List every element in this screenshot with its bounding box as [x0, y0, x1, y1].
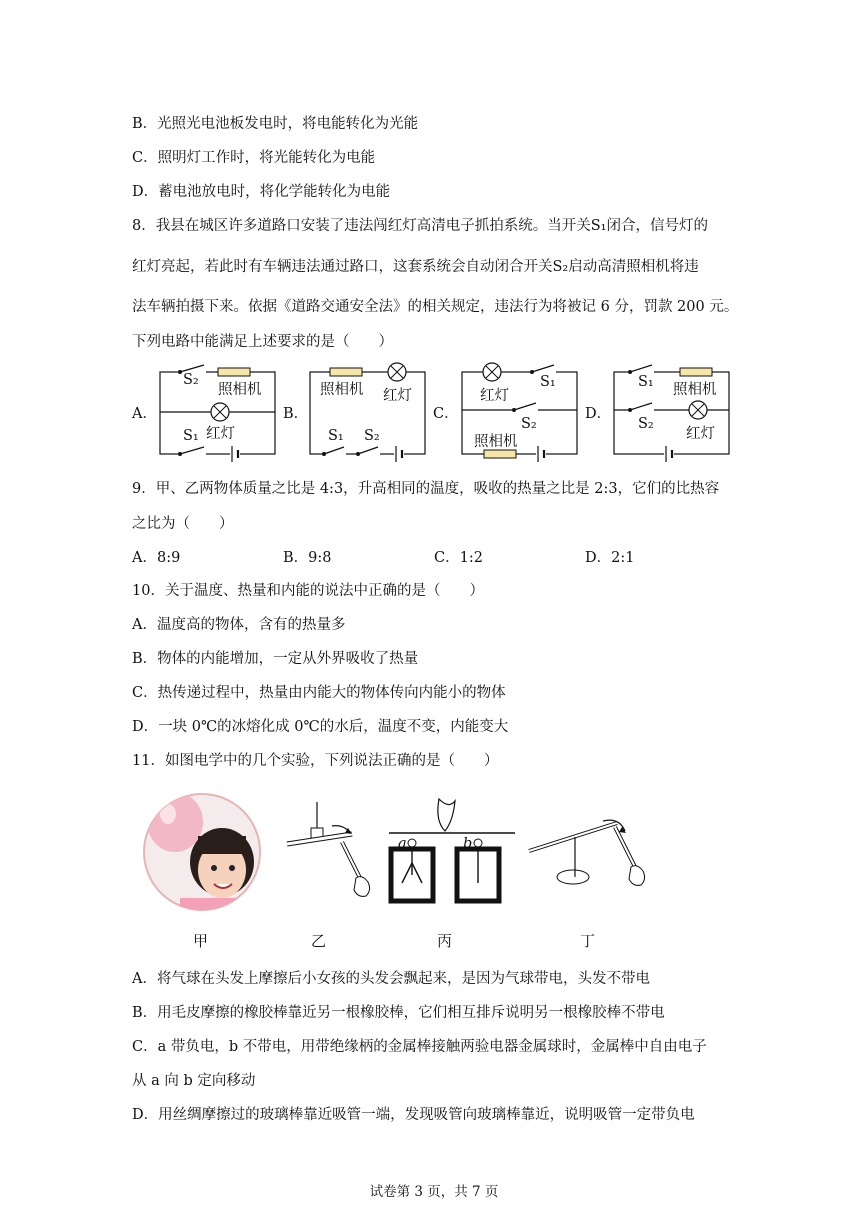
- electroscope-a-label: a: [398, 836, 407, 852]
- circuit-a-lamp-label: 红灯: [206, 426, 235, 442]
- figure-jia-balloon-girl: [140, 790, 265, 919]
- circuit-c-camera-label: 照相机: [474, 434, 518, 450]
- q11-option-c-line1: C．a 带负电，b 不带电，用带绝缘柄的金属棒接触两验电器金属球时，金属棒中自由电子: [132, 1039, 707, 1055]
- q9-stem-line1: 9．甲、乙两物体质量之比是 4:3，升高相同的温度，吸收的热量之比是 2:3，它们的比热容: [132, 481, 720, 497]
- circuit-c-s1-label: S₁: [540, 374, 556, 390]
- circuit-b-s1-label: S₁: [328, 428, 344, 444]
- circuit-b-letter: B．: [283, 406, 309, 422]
- page-footer: 试卷第 3 页，共 7 页: [369, 1184, 499, 1200]
- q11-option-c-line2: 从 a 向 b 定向移动: [132, 1073, 256, 1089]
- q9-option-d: D．2:1: [585, 550, 635, 566]
- circuit-d-diagram: [602, 360, 737, 469]
- circuit-b-diagram: [300, 360, 430, 469]
- electroscope-b-label: b: [463, 836, 473, 852]
- circuit-c-s2-label: S₂: [521, 416, 537, 432]
- q8-stem-line1: 8．我县在城区许多道路口安装了违法闯红灯高清电子抓拍系统。当开关S₁闭合，信号灯的: [132, 218, 708, 234]
- q8-stem-line4: 下列电路中能满足上述要求的是（ ）: [132, 334, 393, 350]
- q10-option-d: D．一块 0℃的冰熔化成 0℃的水后，温度不变，内能变大: [132, 719, 509, 735]
- q11-option-a: A．将气球在头发上摩擦后小女孩的头发会飘起来，是因为气球带电，头发不带电: [132, 971, 650, 987]
- circuit-b-camera-label: 照相机: [320, 382, 364, 398]
- figure-bing-electroscopes: [387, 795, 517, 914]
- circuit-a-s1-label: S₁: [183, 428, 199, 444]
- circuit-a-s2-label: S₂: [183, 372, 199, 388]
- figure-label-yi: 乙: [311, 932, 327, 950]
- figure-label-bing: 丙: [437, 932, 453, 950]
- figure-label-jia: 甲: [193, 932, 209, 950]
- circuit-d-s1-label: S₁: [638, 374, 654, 390]
- q8-stem-line3: 法车辆拍摄下来。依据《道路交通安全法》的相关规定，违法行为将被记 6 分，罚款 200 元。: [132, 299, 739, 315]
- q10-option-c: C．热传递过程中，热量由内能大的物体传向内能小的物体: [132, 685, 506, 701]
- q10-option-b: B．物体的内能增加，一定从外界吸收了热量: [132, 651, 419, 667]
- q8-stem-line2: 红灯亮起，若此时有车辆违法通过路口，这套系统会自动闭合开关S₂启动高清照相机将违: [132, 259, 699, 275]
- q11-option-b: B．用毛皮摩擦的橡胶棒靠近另一根橡胶棒，它们相互排斥说明另一根橡胶棒不带电: [132, 1005, 665, 1021]
- q9-option-c: C．1:2: [434, 550, 483, 566]
- circuit-c-lamp-label: 红灯: [480, 388, 509, 404]
- circuit-d-letter: D．: [585, 406, 612, 422]
- circuit-d-s2-label: S₂: [638, 416, 654, 432]
- circuit-d-camera-label: 照相机: [673, 382, 717, 398]
- q10-stem: 10．关于温度、热量和内能的说法中正确的是（ ）: [132, 583, 484, 599]
- q10-option-a: A．温度高的物体，含有的热量多: [132, 617, 346, 633]
- figure-label-ding: 丁: [580, 932, 596, 950]
- circuit-d-lamp-label: 红灯: [686, 426, 715, 442]
- q9-option-b: B．9:8: [283, 550, 332, 566]
- q7-option-d: D．蓄电池放电时，将化学能转化为电能: [132, 184, 391, 200]
- figure-ding-straw-on-stand: [525, 815, 660, 909]
- q11-stem: 11．如图电学中的几个实验，下列说法正确的是（ ）: [132, 753, 499, 769]
- q9-option-a: A．8:9: [132, 550, 181, 566]
- figure-yi-suspended-rod: [282, 800, 382, 909]
- circuit-c-diagram: [450, 360, 585, 469]
- q7-option-c: C．照明灯工作时，将光能转化为电能: [132, 150, 376, 166]
- circuit-c-letter: C．: [433, 406, 459, 422]
- circuit-b-s2-label: S₂: [364, 428, 380, 444]
- q7-option-b: B．光照光电池板发电时，将电能转化为光能: [132, 116, 419, 132]
- q11-option-d: D．用丝绸摩擦过的玻璃棒靠近吸管一端，发现吸管向玻璃棒靠近，说明吸管一定带负电: [132, 1107, 695, 1123]
- circuit-a-diagram: [150, 360, 280, 469]
- q9-stem-line2: 之比为（ ）: [132, 516, 234, 532]
- circuit-a-letter: A．: [132, 406, 157, 422]
- circuit-a-camera-label: 照相机: [218, 382, 262, 398]
- circuit-b-lamp-label: 红灯: [383, 388, 412, 404]
